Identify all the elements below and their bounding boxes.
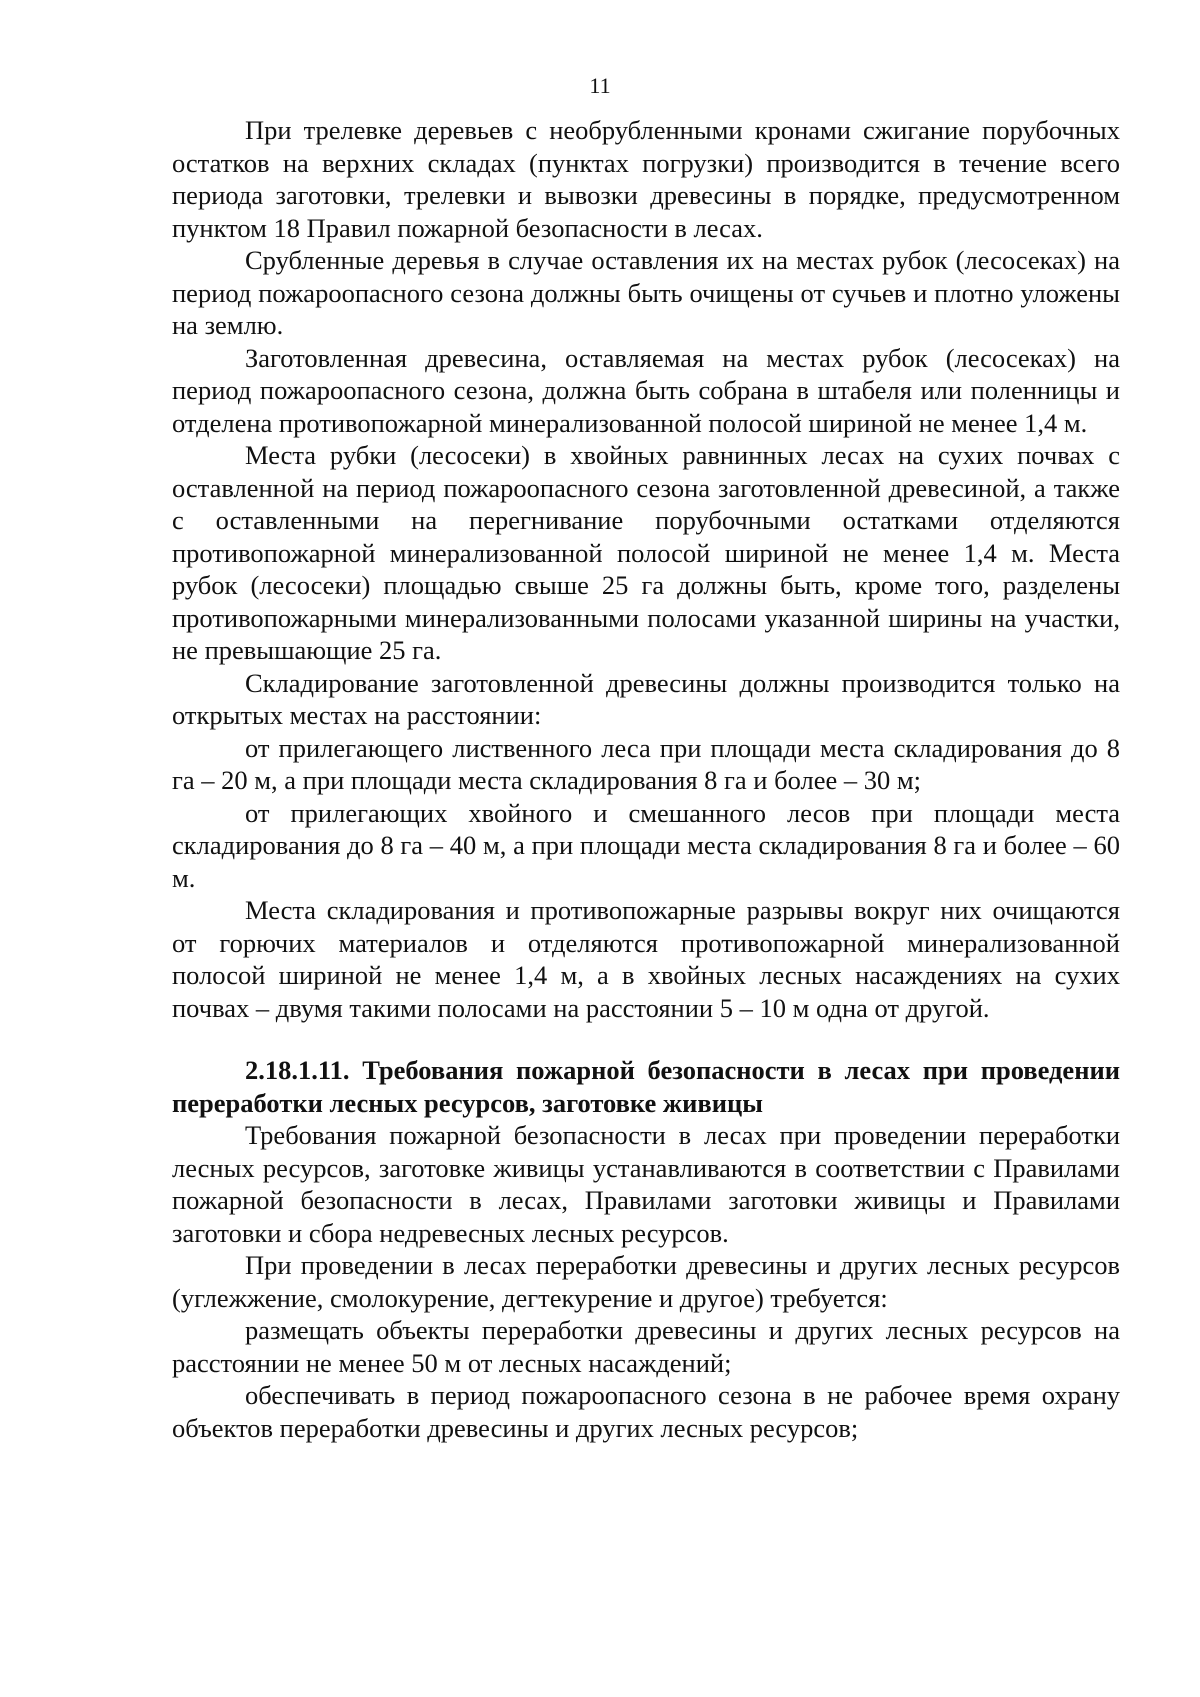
paragraph: При трелевке деревьев с необрубленными кронами сжигание порубочных остатков на верхних складах (пунктах погрузки) производится в течение всего периода заготовки, трелевки и вывозки древесины в порядке, предусмотренном пунктом 18 Правил пожарной безопасности в лесах. [172,115,1120,243]
paragraph: Заготовленная древесина, оставляемая на местах рубок (лесосеках) на период пожароопасного сезона, должна быть собрана в штабеля или поленницы и отделена противопожарной минерализованной полосой шириной не менее 1,4 м. [172,342,1120,438]
paragraph: Места рубки (лесосеки) в хвойных равнинных лесах на сухих почвах с оставленной на период пожароопасного сезона заготовленной древесиной, а также с оставленными на перегнивание порубочными остатками отделяются противопожарной минерализованной полосой шириной не менее 1,4 м. Места рубок (лесосеки) площадью свыше 25 га должны быть, кроме того, разделены противопожарными минерализованными полосами указанной ширины на участки, не превышающие 25 га. [172,440,1120,665]
paragraph: Места складирования и противопожарные разрывы вокруг них очищаются от горючих материалов и отделяются противопожарной минерализованной полосой шириной не менее 1,4 м, а в хвойных лесных насаждениях на сухих почвах – двумя такими полосами на расстоянии 5 – 10 м одна от другой. [172,895,1120,1023]
document-body [172,114,1120,1444]
page-number: 11 [589,73,611,98]
paragraph: обеспечивать в период пожароопасного сезона в не рабочее время охрану объектов переработки древесины и других лесных ресурсов; [172,1380,1120,1443]
paragraph: Требования пожарной безопасности в лесах при проведении переработки лесных ресурсов, заготовке живицы устанавливаются в соответствии с Правилами пожарной безопасности в лесах, Правилами заготовки живицы и Правилами заготовки и сбора недревесных лесных ресурсов. [172,1120,1120,1248]
paragraph: от прилегающих хвойного и смешанного лесов при площади места складирования до 8 га – 40 м, а при площади места складирования 8 га и более – 60 м. [172,797,1120,893]
paragraph: Срубленные деревья в случае оставления их на местах рубок (лесосеках) на период пожароопасного сезона должны быть очищены от сучьев и плотно уложены на землю. [172,245,1120,340]
paragraph: от прилегающего лиственного леса при площади места складирования до 8 га – 20 м, а при площади места складирования 8 га и более – 30 м; [172,732,1120,795]
paragraph: При проведении в лесах переработки древесины и других лесных ресурсов (углежжение, смолокурение, дегтекурение и другое) требуется: [172,1250,1120,1313]
section-spacer [172,1024,1120,1054]
paragraph: Складирование заготовленной древесины должны производится только на открытых местах на расстоянии: [172,667,1120,730]
paragraph: размещать объекты переработки древесины и других лесных ресурсов на расстоянии не менее 50 м от лесных насаждений; [172,1315,1120,1378]
section-heading: 2.18.1.11. Требования пожарной безопасности в лесах при проведении переработки лесных ресурсов, заготовке живицы [172,1055,1120,1118]
